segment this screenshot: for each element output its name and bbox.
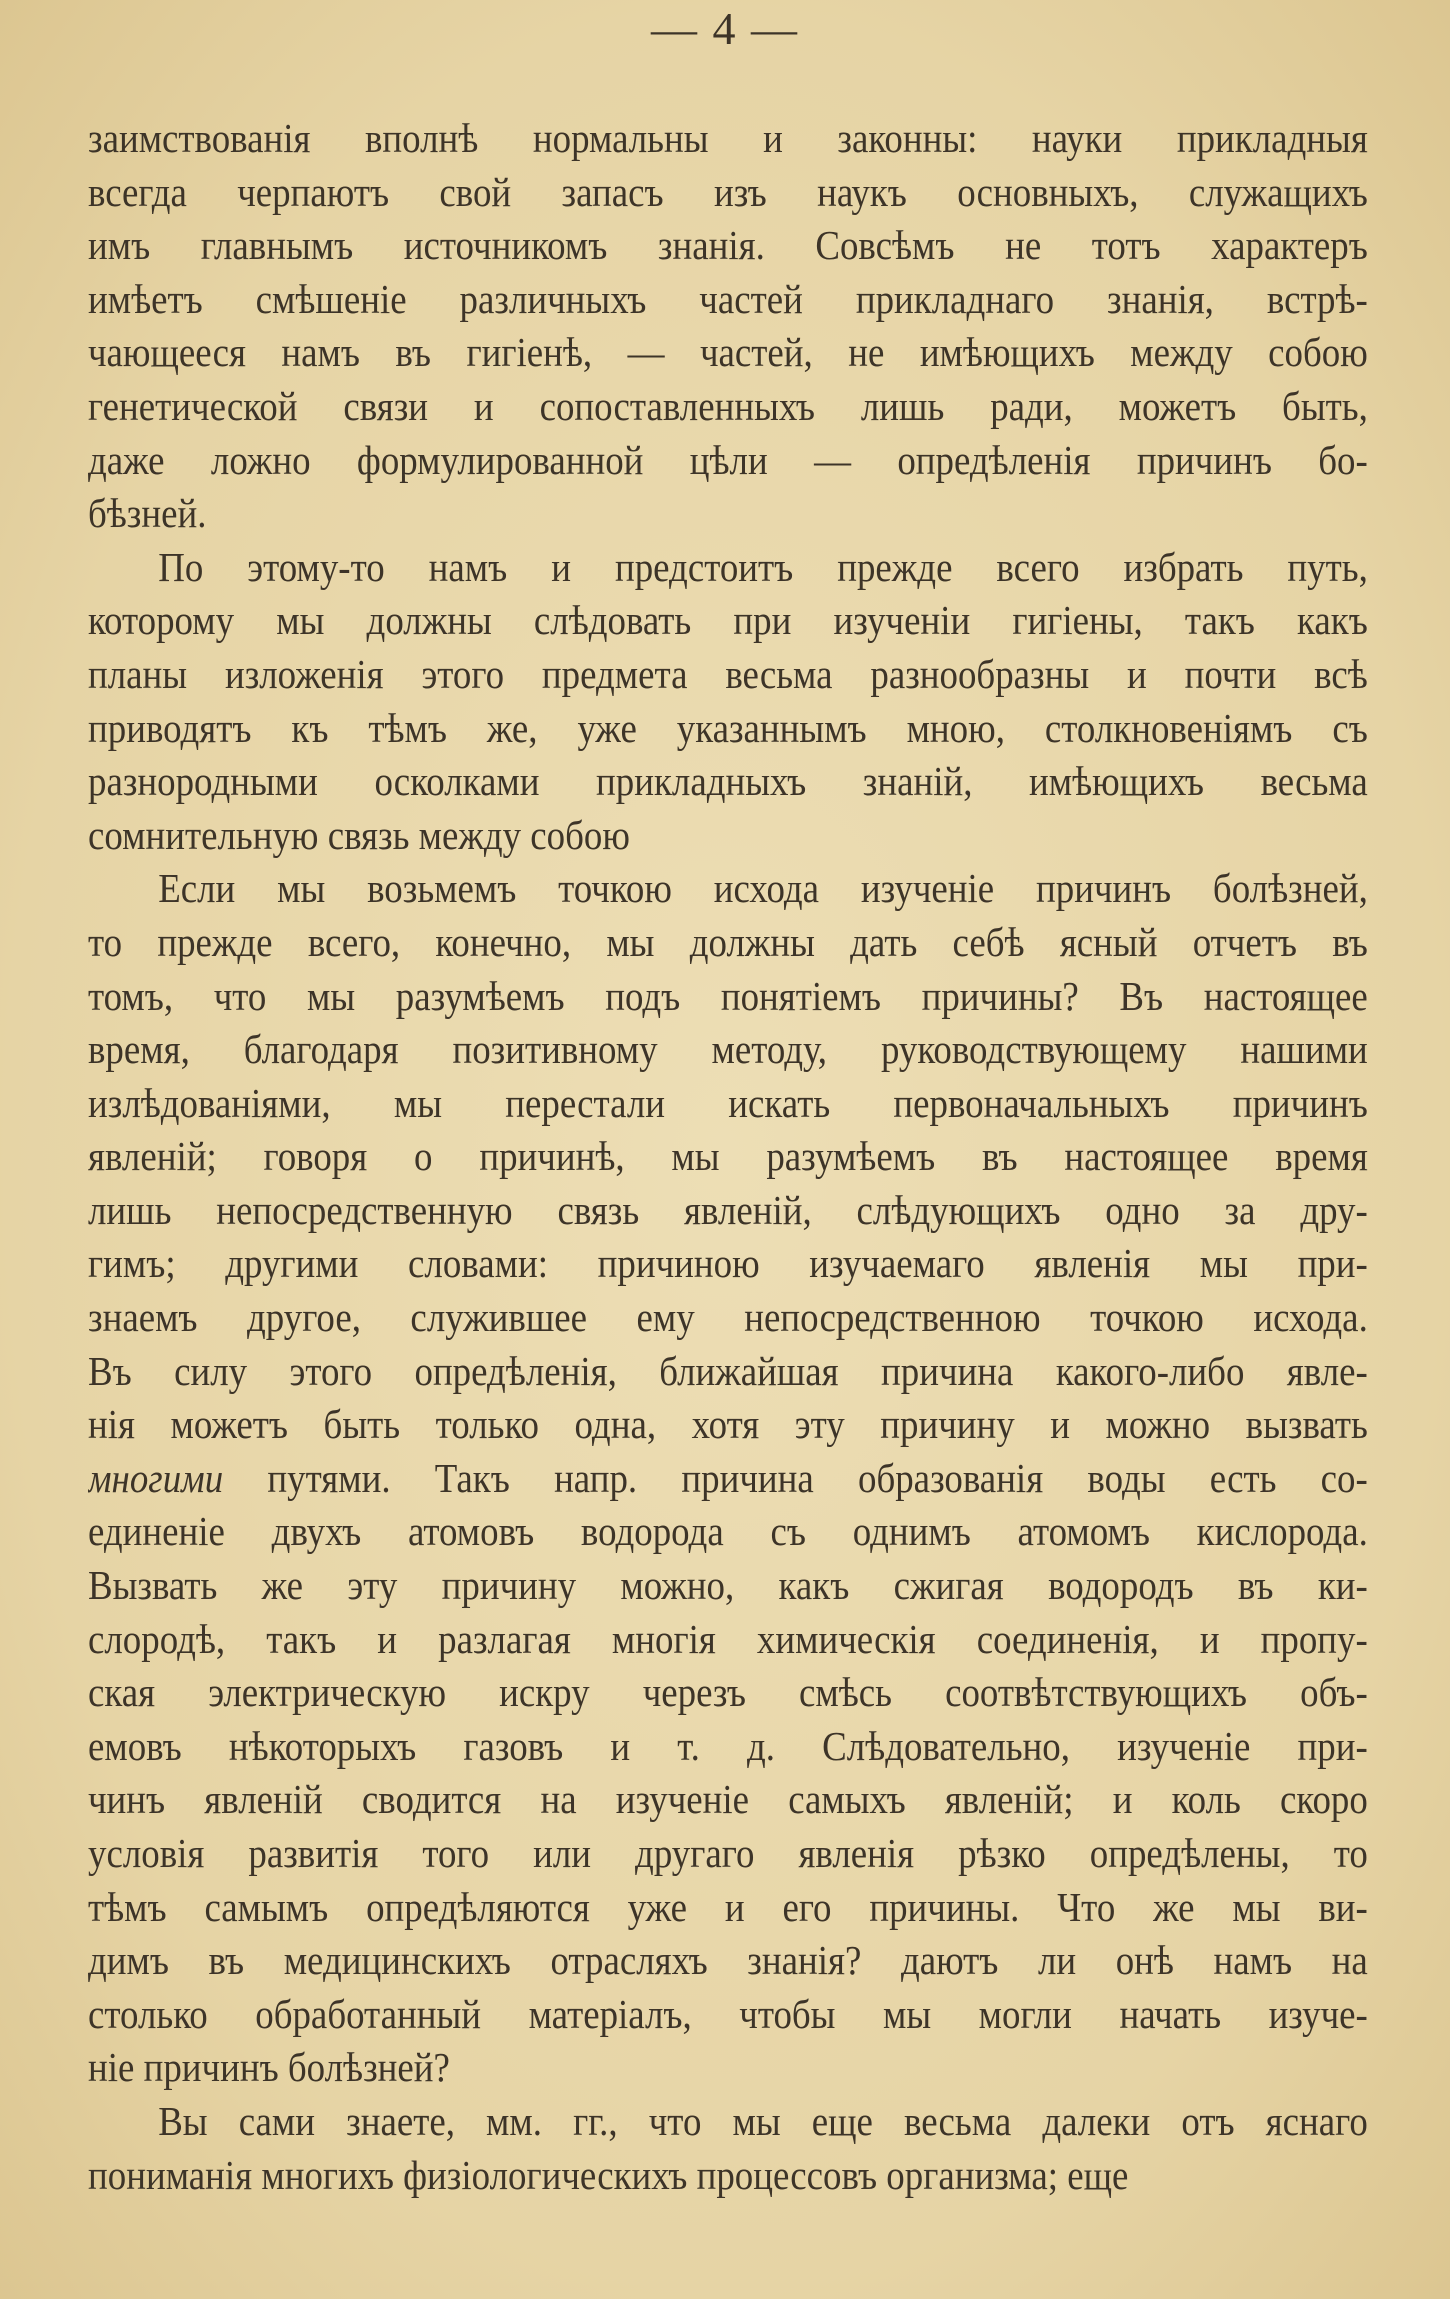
text-line: нія можетъ быть только одна, хотя эту причину и можно вызвать xyxy=(88,1401,1368,1448)
paragraph xyxy=(88,862,1368,2095)
text-line: генетической связи и сопоставленныхъ лишь ради, можетъ быть, xyxy=(88,382,1368,429)
text-line: Вызвать же эту причину можно, какъ сжигая водородъ въ ки- xyxy=(88,1562,1368,1609)
text-line: единеніе двухъ атомовъ водорода съ однимъ атомомъ кислорода. xyxy=(88,1508,1368,1555)
text-line: знаемъ другое, служившее ему непосредственною точкою исхода. xyxy=(88,1294,1368,1341)
paragraph xyxy=(88,112,1368,541)
text-line xyxy=(88,1452,1368,1506)
page-body-text xyxy=(88,112,1368,2202)
text-line: димъ въ медицинскихъ отрасляхъ знанія? даютъ ли онѣ намъ на xyxy=(88,1937,1368,1984)
text-line: пониманія многихъ физіологическихъ процессовъ организма; еще xyxy=(88,2151,1129,2198)
text-line: время, благодаря позитивному методу, руководствующему нашими xyxy=(88,1026,1368,1073)
text-line: всегда черпаютъ свой запасъ изъ наукъ основныхъ, служащихъ xyxy=(88,168,1368,215)
text-line: ніе причинъ болѣзней? xyxy=(88,2044,450,2091)
text-line: Вы сами знаете, мм. гг., что мы еще весьма далеки отъ яснаго xyxy=(158,2097,1368,2144)
text-line: чающееся намъ въ гигіенѣ, — частей, не имѣющихъ между собою xyxy=(88,329,1368,376)
text-line: тѣмъ самымъ опредѣляются уже и его причины. Что же мы ви- xyxy=(88,1883,1368,1930)
text-line: столько обработанный матеріалъ, чтобы мы могли начать изуче- xyxy=(88,1990,1368,2037)
text-line: приводятъ къ тѣмъ же, уже указаннымъ мною, столкновеніямъ съ xyxy=(88,704,1368,751)
text-line: условія развитія того или другаго явленія рѣзко опредѣлены, то xyxy=(88,1830,1368,1876)
text-line: емовъ нѣкоторыхъ газовъ и т. д. Слѣдовательно, изученіе при- xyxy=(88,1722,1368,1769)
text-line: ская электрическую искру черезъ смѣсь соотвѣтствующихъ объ- xyxy=(88,1669,1368,1716)
text-line: Если мы возьмемъ точкою исхода изученіе причинъ болѣзней, xyxy=(158,865,1368,912)
text-line: Въ силу этого опредѣленія, ближайшая причина какого-либо явле- xyxy=(88,1347,1368,1394)
text-line: бѣзней. xyxy=(88,490,207,537)
text-line: заимствованія вполнѣ нормальны и законны: науки прикладныя xyxy=(88,115,1368,161)
text-line: чинъ явленій сводится на изученіе самыхъ явленій; и коль скоро xyxy=(88,1776,1368,1823)
text-line: которому мы должны слѣдовать при изученіи гигіены, такъ какъ xyxy=(88,597,1368,644)
text-line: даже ложно формулированной цѣли — опредѣленія причинъ бо- xyxy=(88,436,1368,483)
text-line: слородѣ, такъ и разлагая многія химическія соединенія, и пропу- xyxy=(88,1615,1368,1662)
text-line: лишь непосредственную связь явленій, слѣдующихъ одно за дру- xyxy=(88,1186,1368,1233)
text-line: то прежде всего, конечно, мы должны дать себѣ ясный отчетъ въ xyxy=(88,918,1368,965)
text-line: По этому-то намъ и предстоитъ прежде всего избрать путь, xyxy=(158,543,1368,590)
text-fragment: путями. Такъ напр. причина образованія воды есть со- xyxy=(223,1454,1368,1501)
page-number: — 4 — xyxy=(651,3,799,54)
text-line: имѣетъ смѣшеніе различныхъ частей прикладнаго знанія, встрѣ- xyxy=(88,275,1368,322)
paragraph xyxy=(88,2095,1368,2202)
text-line: явленій; говоря о причинѣ, мы разумѣемъ въ настоящее время xyxy=(88,1133,1368,1180)
text-line: разнородными осколками прикладныхъ знаній, имѣющихъ весьма xyxy=(88,758,1368,805)
text-line: гимъ; другими словами: причиною изучаемаго явленія мы при- xyxy=(88,1240,1368,1287)
text-line: томъ, что мы разумѣемъ подъ понятіемъ причины? Въ настоящее xyxy=(88,972,1368,1019)
text-line: планы изложенія этого предмета весьма разнообразны и почти всѣ xyxy=(88,650,1368,697)
text-line: излѣдованіями, мы перестали искать первоначальныхъ причинъ xyxy=(88,1079,1368,1126)
text-line: имъ главнымъ источникомъ знанія. Совсѣмъ не тотъ характеръ xyxy=(88,222,1368,269)
text-line: сомнительную связь между собою xyxy=(88,811,630,858)
paragraph xyxy=(88,541,1368,863)
emphasized-word: многими xyxy=(88,1454,224,1501)
